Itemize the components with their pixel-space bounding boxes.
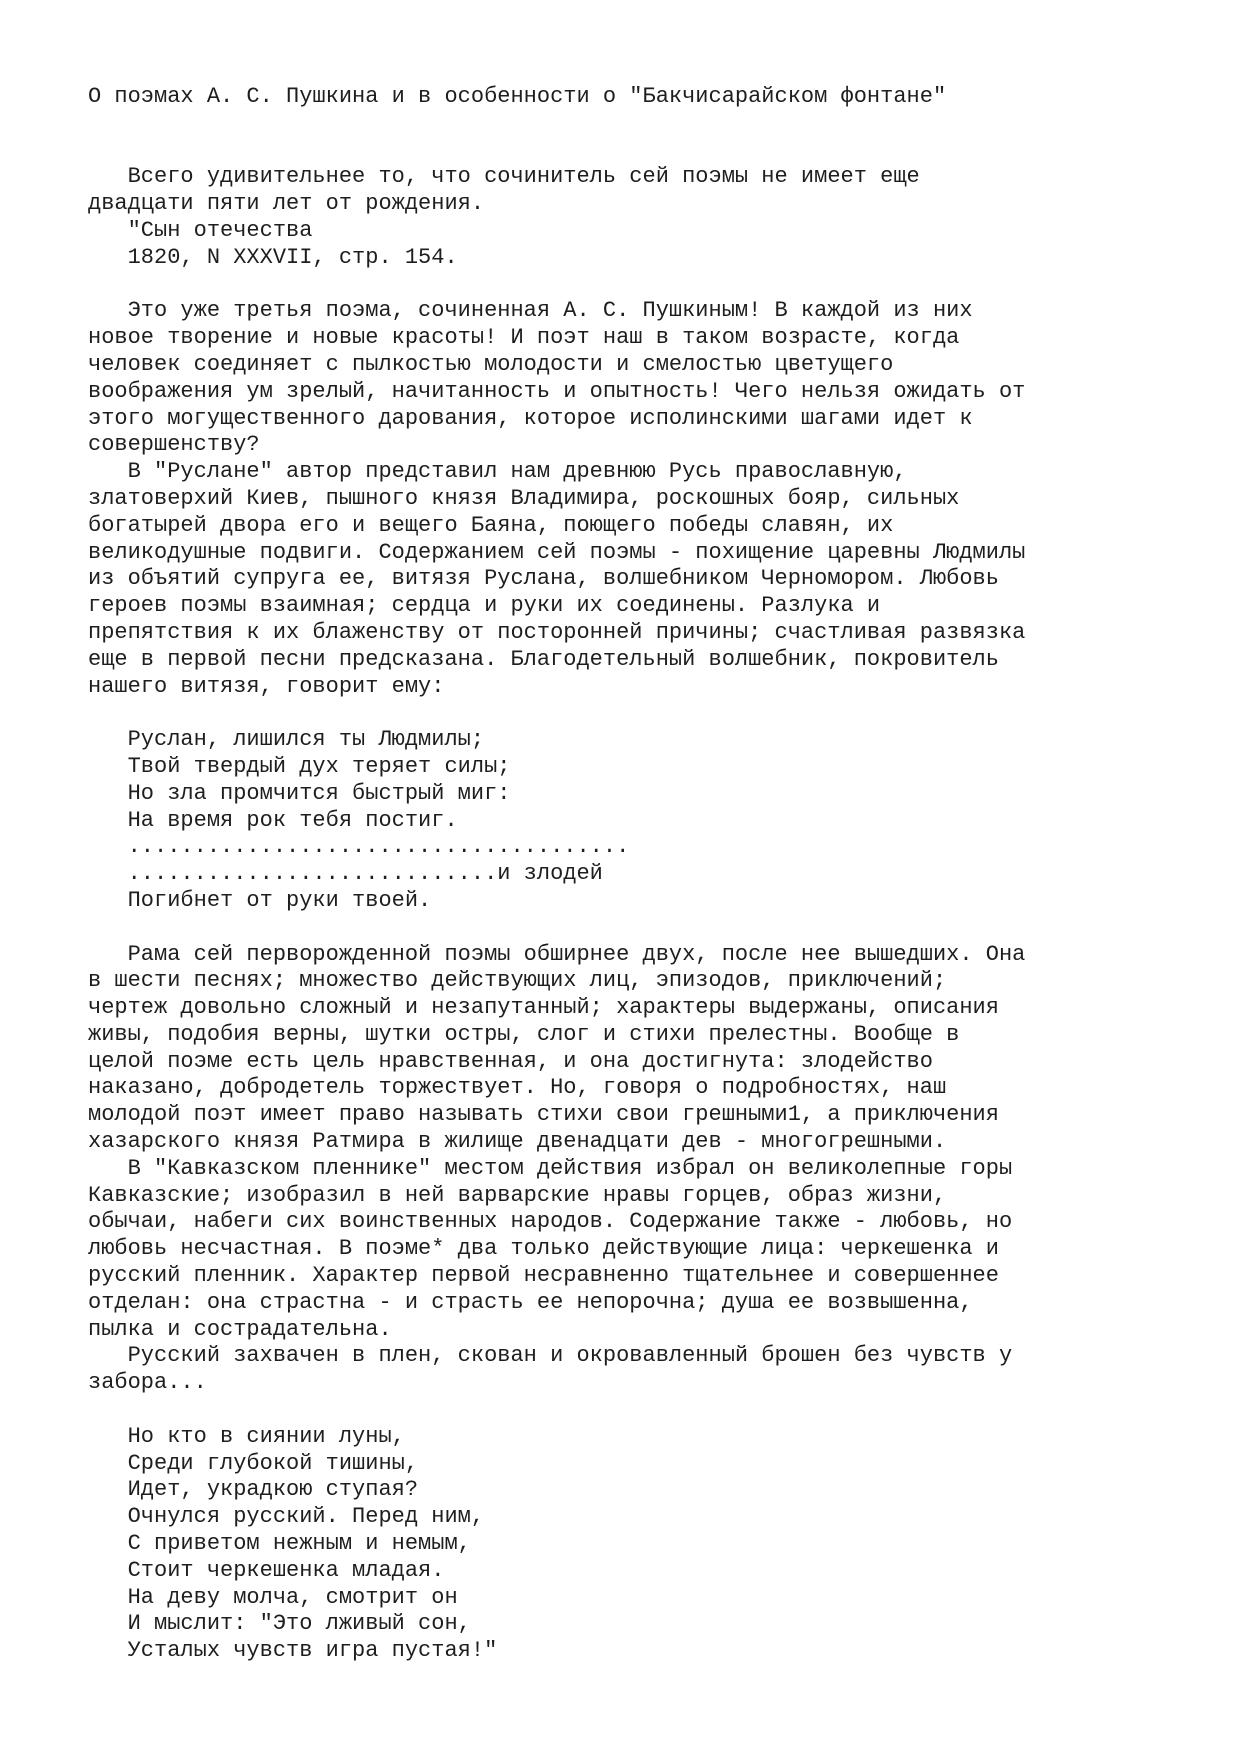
text-line: новое творение и новые красоты! И поэт наш в таком возрасте, когда — [88, 325, 960, 351]
text-line: Русский захвачен в плен, скован и окровавленный брошен без чувств у — [88, 1343, 1013, 1369]
verse-line: Руслан, лишился ты Людмилы; — [88, 727, 485, 753]
verse-line: Стоит черкешенка младая. — [88, 1557, 445, 1583]
text-line: чертеж довольно сложный и незапутанный; характеры выдержаны, описания — [88, 995, 999, 1021]
text-line: препятствия к их блаженству от посторонней причины; счастливая развязка — [88, 619, 1026, 645]
paragraph-4 — [88, 1156, 1168, 1344]
spacer — [88, 111, 1168, 165]
text-line: еще в первой песни предсказана. Благодетельный волшебник, покровитель — [88, 646, 999, 672]
verse-line: ............................и злодей — [88, 861, 603, 887]
text-line: В "Кавказском пленнике" местом действия избрал он великолепные горы — [88, 1155, 1013, 1181]
text-line: целой поэме есть цель нравственная, и она достигнута: злодейство — [88, 1048, 933, 1074]
text-line: отделан: она страстна - и страсть ее непорочна; душа ее возвышенна, — [88, 1289, 973, 1315]
verse-line: Усталых чувств игра пустая!" — [88, 1638, 498, 1664]
paragraph-2 — [88, 459, 1168, 700]
epigraph-source: 1820, N XXXVII, стр. 154. — [88, 244, 458, 270]
verse-line: Очнулся русский. Перед ним, — [88, 1504, 485, 1530]
verse-line: Идет, украдкою ступая? — [88, 1477, 419, 1503]
verse-line: Но зла промчится быстрый миг: — [88, 780, 511, 806]
text-line: Это уже третья поэма, сочиненная А. С. Пушкиным! В каждой из них — [88, 298, 973, 324]
paragraph-1 — [88, 298, 1168, 459]
document-title: О поэмах А. С. Пушкина и в особенности о "Бакчисарайском фонтане" — [88, 84, 947, 109]
text-line: человек соединяет с пылкостью молодости и смелостью цветущего — [88, 351, 894, 377]
text-line: хазарского князя Ратмира в жилище двенадцати дев - многогрешными. — [88, 1129, 947, 1155]
verse-line: С приветом нежным и немым, — [88, 1531, 471, 1557]
paragraph-3 — [88, 942, 1168, 1156]
text-line: забора... — [88, 1370, 207, 1396]
epigraph-line: двадцати пяти лет от рождения. — [88, 191, 485, 217]
verse-line: ...................................... — [88, 834, 630, 860]
verse-2 — [88, 1424, 1168, 1665]
text-line: любовь несчастная. В поэме* два только действующие лица: черкешенка и — [88, 1236, 999, 1262]
verse-1 — [88, 727, 1168, 915]
text-line: из объятий супруга ее, витязя Руслана, волшебником Черномором. Любовь — [88, 566, 999, 592]
text-line: молодой поэт имеет право называть стихи свои грешными1, а приключения — [88, 1102, 999, 1128]
text-line: богатырей двора его и вещего Баяна, поющего победы славян, их — [88, 512, 894, 538]
text-line: этого могущественного дарования, которое исполинскими шагами идет к — [88, 405, 973, 431]
spacer — [88, 1397, 1168, 1424]
text-line: Рама сей перворожденной поэмы обширнее двух, после нее вышедших. Она — [88, 941, 1026, 967]
text-line: Кавказские; изобразил в ней варварские нравы горцев, образ жизни, — [88, 1182, 947, 1208]
text-line: великодушные подвиги. Содержанием сей поэмы - похищение царевны Людмилы — [88, 539, 1026, 565]
epigraph-line: Всего удивительнее то, что сочинитель сей поэмы не имеет еще — [88, 164, 920, 190]
text-line: воображения ум зрелый, начитанность и опытность! Чего нельзя ожидать от — [88, 378, 1026, 404]
verse-line: На время рок тебя постиг. — [88, 807, 458, 833]
verse-line: Твой твердый дух теряет силы; — [88, 753, 511, 779]
spacer — [88, 700, 1168, 727]
paragraph-5 — [88, 1343, 1168, 1397]
text-line: героев поэмы взаимная; сердца и руки их соединены. Разлука и — [88, 593, 881, 619]
text-line: обычаи, набеги сих воинственных народов. Содержание также - любовь, но — [88, 1209, 1013, 1235]
spacer — [88, 915, 1168, 942]
verse-line: На деву молча, смотрит он — [88, 1584, 458, 1610]
verse-line: И мыслит: "Это лживый сон, — [88, 1611, 471, 1637]
epigraph — [88, 164, 1168, 271]
text-line: пылка и сострадательна. — [88, 1316, 392, 1342]
text-line: в шести песнях; множество действующих лиц, эпизодов, приключений; — [88, 968, 947, 994]
verse-line: Среди глубокой тишины, — [88, 1450, 419, 1476]
document-page — [88, 84, 1168, 1665]
verse-line: Но кто в сиянии луны, — [88, 1423, 405, 1449]
spacer — [88, 272, 1168, 299]
text-line: наказано, добродетель торжествует. Но, говоря о подробностях, наш — [88, 1075, 947, 1101]
text-line: В "Руслане" автор представил нам древнюю Русь православную, — [88, 459, 907, 485]
text-line: нашего витязя, говорит ему: — [88, 673, 445, 699]
verse-line: Погибнет от руки твоей. — [88, 887, 432, 913]
text-line: совершенству? — [88, 432, 260, 458]
text-line: живы, подобия верны, шутки остры, слог и стихи прелестны. Вообще в — [88, 1021, 960, 1047]
text-line: русский пленник. Характер первой несравненно тщательнее и совершеннее — [88, 1263, 999, 1289]
epigraph-source: "Сын отечества — [88, 217, 313, 243]
text-line: златоверхий Киев, пышного князя Владимира, роскошных бояр, сильных — [88, 485, 960, 511]
